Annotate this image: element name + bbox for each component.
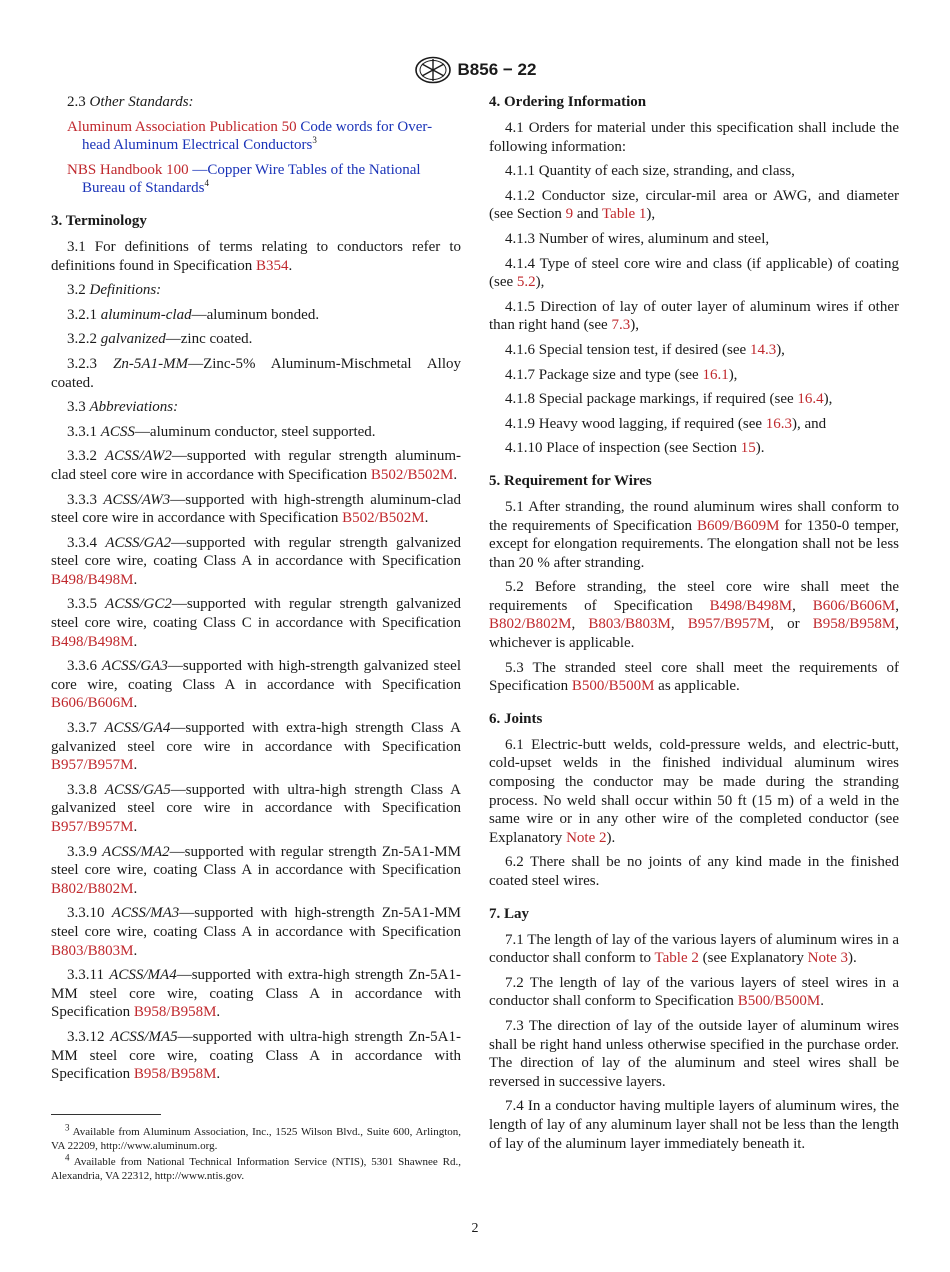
paragraph-3-3-6: 3.3.6 ACSS/GA3—supported with high-strength galvanized steel core wire, coating Class A in accordance with Specification B606/B606M. (51, 658, 461, 712)
paragraph-4-1-1: 4.1.1 Quantity of each size, stranding, and class, (505, 163, 795, 180)
paragraph-3-3-4: 3.3.4 ACSS/GA2—supported with regular strength galvanized steel core wire, coating Class A in accordance with Specification B498/B498M. (51, 534, 461, 588)
paragraph-7-3: 7.3 The direction of lay of the outside layer of aluminum wires shall be right hand unless otherwise specified in the purchase order. The direction of lay of the aluminum and steel wires shall be reversed in successive layers. (489, 1017, 899, 1090)
footnote-4: $^4$ Available from National Technical Information Service (NTIS), 5301 Shawnee Rd., Alexandria, VA 22312, http://www.ntis.gov. (51, 1152, 461, 1182)
paragraph-4-1-7: 4.1.7 Package size and type (see 16.1), (505, 366, 738, 383)
reference-link[interactable]: B802/B802M (489, 616, 572, 633)
reference-link[interactable]: B803/B803M (51, 942, 134, 959)
reference-link[interactable]: B802/B802M (51, 880, 134, 897)
paragraph-6-2: 6.2 There shall be no joints of any kind made in the finished coated steel wires. (489, 854, 899, 889)
reference-link[interactable]: 7.3 (611, 317, 631, 334)
paragraph-3-3-7: 3.3.7 ACSS/GA4—supported with extra-high strength Class A galvanized steel core wire in accordance with Specification B957/B957M. (51, 720, 461, 774)
paragraph-4-1-3: 4.1.3 Number of wires, aluminum and steel, (505, 230, 770, 247)
paragraph-7-2: 7.2 The length of lay of the various layers of steel wires in a conductor shall conform to Specification B500/B500M. (489, 974, 899, 1010)
paragraph-5-3: 5.3 The stranded steel core shall meet the requirements of Specification B500/B500M as applicable. (489, 659, 899, 695)
paragraph-3-3-5: 3.3.5 ACSS/GC2—supported with regular strength galvanized steel core wire, coating Class C in accordance with Specification B498/B498M. (51, 596, 462, 650)
reference-link[interactable]: 5.2 (516, 274, 536, 291)
astm-logo-icon (414, 56, 452, 84)
paragraph-3-3-1: 3.3.1 ACSS—aluminum conductor, steel supported. (67, 423, 376, 440)
paragraph-4-1-6: 4.1.6 Special tension test, if desired (see 14.3), (505, 341, 785, 358)
paragraph-3-3-8: 3.3.8 ACSS/GA5—supported with ultra-high strength Class A galvanized steel core wire in accordance with Specification B957/B957M. (51, 781, 461, 835)
paragraph-3-3-10: 3.3.10 ACSS/MA3—supported with high-strength Zn-5A1-MM steel core wire, coating Class A in accordance with Specification B803/B803M. (51, 905, 462, 959)
reference-link[interactable]: 16.1 (702, 366, 729, 383)
paragraph-4-1-2: 4.1.2 Conductor size, circular-mil area or AWG, and diameter (see Section 9 and Table 1), (489, 187, 899, 223)
footnote-3: $^3$ Available from Aluminum Association, Inc., 1525 Wilson Blvd., Suite 600, Arlington, VA 22209, http://www.aluminum.org. (51, 1122, 461, 1152)
footnote-divider (51, 1114, 161, 1115)
section-heading-ordering-information: 4. Ordering Information (489, 94, 647, 110)
paragraph-5-2: 5.2 Before stranding, the steel core wire shall meet the requirements of Specification B498/B498M, B606/B606M, B802/B802M, B803/B803M, B957/B957M, or B958/B958M, whichever is applicable. (489, 579, 900, 652)
section-heading-lay: 7. Lay (489, 905, 530, 922)
reference-link[interactable]: Table 1 (602, 206, 647, 223)
reference-link[interactable]: B354 (255, 257, 289, 274)
reference-link[interactable]: B498/B498M (51, 571, 134, 588)
reference-link[interactable]: B958/B958M (133, 1004, 217, 1021)
paragraph-7-4: 7.4 In a conductor having multiple layers of aluminum wires, the length of lay of any aluminum layer shall not be less than the length of lay of the aluminum layer immediately beneath it. (489, 1098, 899, 1152)
paragraph-3-3-11: 3.3.11 ACSS/MA4—supported with extra-high strength Zn-5A1-MM steel core wire, coating Class A in accordance with Specification B958/B958M. (51, 967, 462, 1021)
reference-link[interactable]: 15 (740, 440, 756, 457)
document-designation: B856 − 22 (457, 60, 537, 79)
paragraph-3-2-1: 3.2.1 aluminum-clad—aluminum bonded. (67, 306, 320, 323)
paragraph-3-2-2: 3.2.2 galvanized—zinc coated. (67, 331, 253, 348)
section-2-3: 2.3 Other Standards: (67, 94, 194, 110)
reference-link[interactable]: 9 (565, 206, 574, 223)
paragraph-3-3-12: 3.3.12 ACSS/MA5—supported with ultra-high strength Zn-5A1-MM steel core wire, coating Class A in accordance with Specification B958/B958M. (51, 1028, 461, 1083)
paragraph-3-2-3: 3.2.3 Zn-5A1-MM—Zinc-5% Aluminum-Mischmetal Alloy coated. (51, 355, 461, 391)
section-heading-joints: 6. Joints (489, 710, 543, 727)
paragraph-6-1: 6.1 Electric-butt welds, cold-pressure welds, and electric-butt, cold-upset welds in the finished individual aluminum wires composing the conductor may be made during the stranding process. No weld shall occur within 50 ft (15 m) of a weld in the same wire or in any other wire of the completed conductor (see Explanatory Note 2). (489, 736, 899, 846)
reference-link[interactable]: 16.4 (797, 391, 824, 408)
paragraph-3-3-2: 3.3.2 ACSS/AW2—supported with regular strength aluminum-clad steel core wire in accordance with Specification B502/B502M. (51, 448, 461, 483)
other-standard-aluminum-association[interactable]: Aluminum Association Publication 50 Code words for Over- head Aluminum Electrical Conductors$^3$ (67, 118, 433, 154)
paragraph-7-1: 7.1 The length of lay of the various layers of aluminum wires in a conductor shall conform to Table 2 (see Explanatory Note 3). (489, 931, 899, 967)
paragraph-4-1: 4.1 Orders for material under this specification shall include the following information: (489, 120, 899, 155)
reference-link[interactable]: NBS Handbook 100 (67, 161, 189, 178)
reference-link[interactable]: B606/B606M (812, 597, 896, 614)
reference-link[interactable]: B502/B502M (370, 466, 454, 483)
reference-link[interactable]: B606/B606M (51, 695, 134, 712)
reference-link[interactable]: B498/B498M (709, 597, 793, 614)
reference-link[interactable]: B957/B957M (51, 819, 134, 835)
reference-link[interactable]: B958/B958M (133, 1066, 217, 1083)
other-standard-nbs-handbook[interactable]: NBS Handbook 100 —Copper Wire Tables of the National Bureau of Standards$^4$ (67, 161, 421, 197)
reference-link[interactable]: 16.3 (765, 415, 793, 432)
reference-link[interactable]: B803/B803M (588, 616, 671, 633)
paragraph-3-3-9: 3.3.9 ACSS/MA2—supported with regular strength Zn-5A1-MM steel core wire, coating Class A in accordance with Specification B802/B802M. (51, 843, 461, 897)
paragraph-4-1-5: 4.1.5 Direction of lay of outer layer of aluminum wires if other than right hand (see 7.3), (489, 298, 899, 334)
paragraph-4-1-4: 4.1.4 Type of steel core wire and class (if applicable) of coating (see 5.2), (489, 255, 899, 291)
paragraph-4-1-10: 4.1.10 Place of inspection (see Section 15). (505, 440, 765, 457)
right-column (489, 93, 899, 1159)
reference-link[interactable]: 14.3 (749, 341, 777, 358)
reference-link[interactable]: B957/B957M (687, 616, 771, 633)
reference-link[interactable]: B500/B500M (737, 993, 821, 1010)
reference-link[interactable]: B957/B957M (51, 757, 134, 774)
paragraph-3-3-3: 3.3.3 ACSS/AW3—supported with high-strength aluminum-clad steel core wire in accordance with Specification B502/B502M. (51, 491, 461, 527)
reference-link[interactable]: B958/B958M (812, 616, 896, 633)
reference-link[interactable]: B500/B500M (571, 678, 655, 695)
left-column (51, 93, 461, 1185)
reference-link[interactable]: Note 2 (566, 829, 607, 846)
reference-link[interactable]: B609/B609M (696, 517, 780, 534)
page-number: 2 (471, 1221, 479, 1236)
reference-link[interactable]: B498/B498M (51, 633, 134, 650)
paragraph-4-1-8: 4.1.8 Special package markings, if required (see 16.4), (505, 391, 833, 408)
paragraph-3-1: 3.1 For definitions of terms relating to conductors refer to definitions found in Specification B354. (51, 238, 461, 274)
reference-link[interactable]: Table 2 (654, 950, 699, 967)
paragraph-4-1-9: 4.1.9 Heavy wood lagging, if required (see 16.3), and (505, 415, 827, 432)
reference-link[interactable]: Note 3 (807, 950, 849, 967)
page-header (0, 56, 950, 84)
reference-link[interactable]: B502/B502M (342, 510, 425, 527)
section-heading-requirement-for-wires: 5. Requirement for Wires (489, 472, 652, 489)
paragraph-5-1: 5.1 After stranding, the round aluminum wires shall conform to the requirements of Specification B609/B609M for 1350-0 temper, except for elongation requirements. The elongation shall not be less than 20 % after stranding. (489, 498, 900, 571)
section-heading-terminology: 3. Terminology (51, 212, 147, 229)
paragraph-3-2: 3.2 Definitions: (67, 282, 162, 299)
reference-link[interactable]: Aluminum Association Publication 50 (67, 118, 297, 135)
paragraph-3-3: 3.3 Abbreviations: (67, 399, 179, 416)
